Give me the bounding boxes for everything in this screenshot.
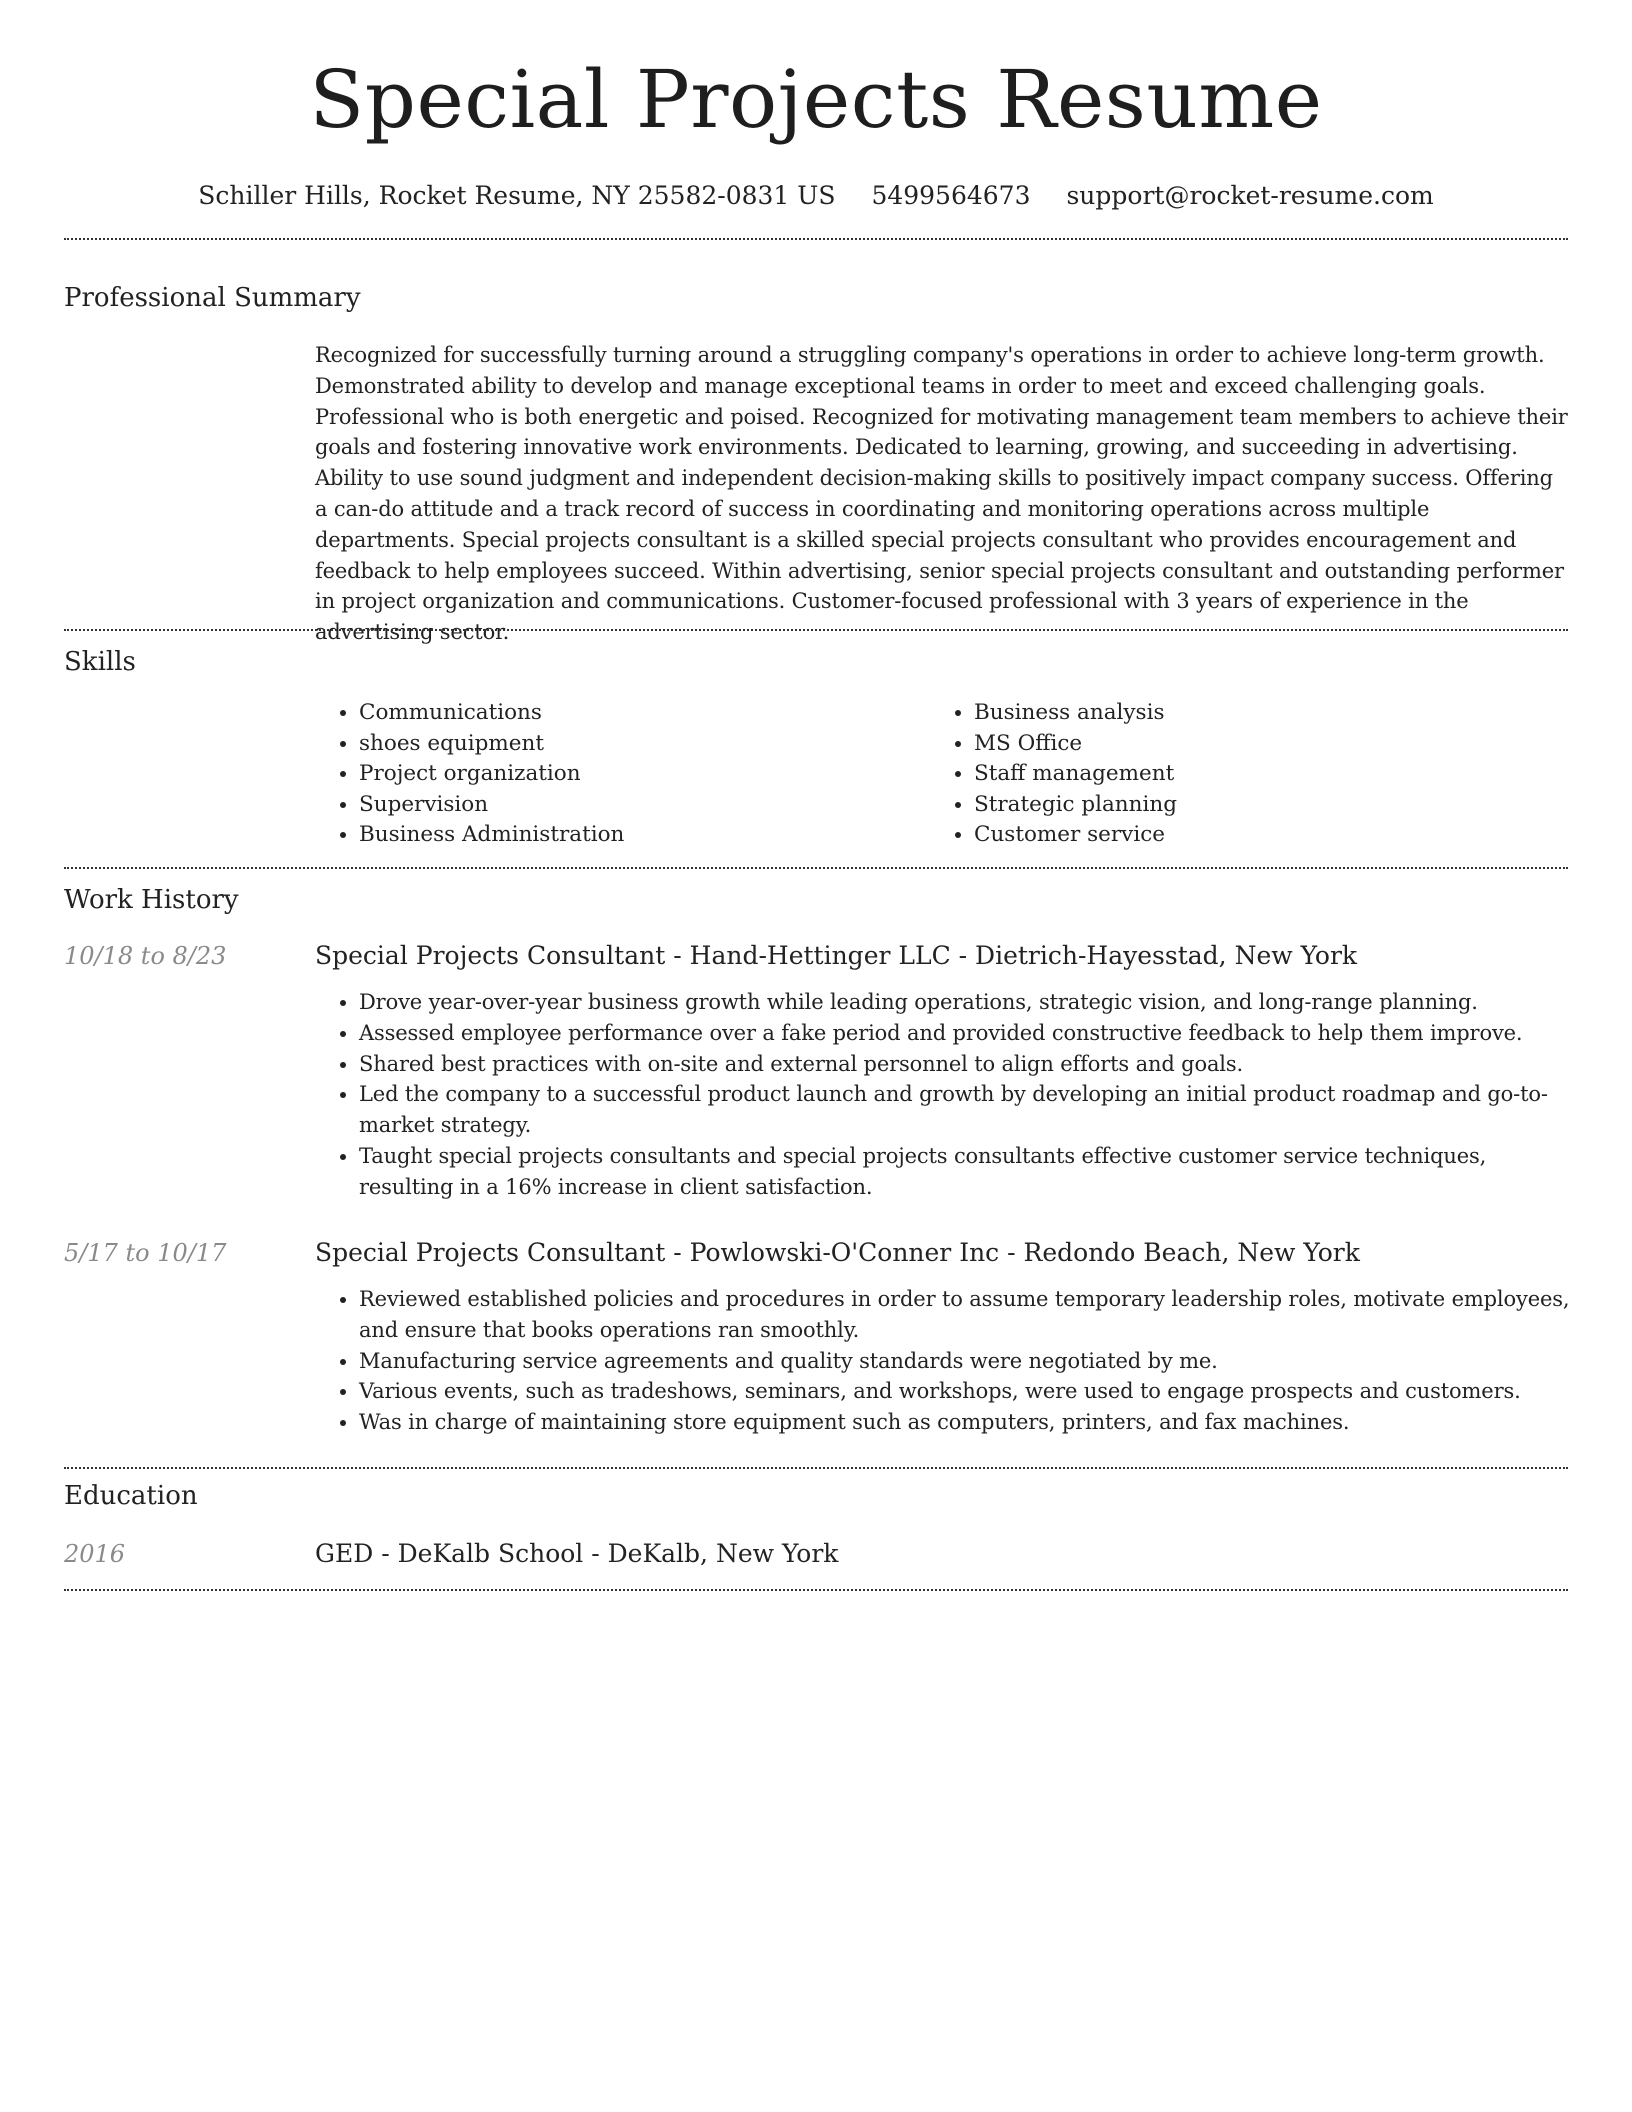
page-title: Special Projects Resume [309, 53, 1323, 146]
list-item: • Shared best practices with on-site and external personnel to align efforts and goals. [359, 1049, 1570, 1080]
job-heading: Special Projects Consultant - Powlowski-O'Conner Inc - Redondo Beach, New York [315, 1238, 1360, 1267]
skill-item: • Strategic planning [974, 790, 1545, 821]
divider [64, 629, 1568, 631]
job-dates: 5/17 to 10/17 [64, 1239, 227, 1267]
job-role: Special Projects Consultant [315, 1238, 666, 1267]
summary-block [315, 340, 1570, 648]
divider [64, 1467, 1568, 1469]
section-title-work: Work History [64, 885, 239, 915]
contact-phone: 5499564673 [871, 181, 1031, 210]
skill-item: • Project organization [359, 759, 930, 790]
job-duties [315, 987, 1570, 1203]
list-item: • Was in charge of maintaining store equipment such as computers, printers, and fax machines. [359, 1407, 1570, 1438]
divider [64, 1589, 1568, 1591]
skill-item: • Staff management [974, 759, 1545, 790]
skill-item: • Business Administration [359, 820, 930, 851]
skills-list [315, 698, 1570, 851]
list-item: • Assessed employee performance over a fake period and provided constructive feedback to help them improve. [359, 1018, 1570, 1049]
section-title-education: Education [64, 1481, 198, 1511]
summary-text: Recognized for successfully turning around a struggling company's operations in order to achieve long-term growth. Demonstrated ability to develop and manage exceptional teams in order to meet and exceed challenging goals. Professional who is both energetic and poised. Recognized for motivating management team members to achieve their goals and fostering innovative work environments. Dedicated to learning, growing, and succeeding in advertising. Ability to use sound judgment and independent decision-making skills to positively impact company success. Offering a can-do attitude and a track record of success in coordinating and monitoring operations across multiple departments. Special projects consultant is a skilled special projects consultant who provides encouragement and feedback to help employees succeed. Within advertising, senior special projects consultant and outstanding performer in project organization and communications. Customer-focused professional with 3 years of experience in the advertising sector. [315, 343, 1568, 645]
resume-header [0, 0, 1632, 212]
job-company: Powlowski-O'Conner Inc - Redondo Beach, New York [689, 1238, 1360, 1267]
section-title-summary: Professional Summary [64, 283, 361, 313]
list-item: • Drove year-over-year business growth while leading operations, strategic vision, and long-range planning. [359, 987, 1570, 1018]
contact-line [0, 180, 1632, 212]
skill-item: • Supervision [359, 790, 930, 821]
education-year: 2016 [64, 1540, 126, 1568]
job-heading: Special Projects Consultant - Hand-Hettinger LLC - Dietrich-Hayesstad, New York [315, 941, 1358, 970]
skills-column-left [315, 698, 930, 851]
skill-item: • Customer service [974, 820, 1545, 851]
skill-item: • MS Office [974, 729, 1545, 760]
skill-item: • Communications [359, 698, 930, 729]
skill-item: • Business analysis [974, 698, 1545, 729]
divider [64, 867, 1568, 869]
list-item: • Reviewed established policies and procedures in order to assume temporary leadership roles, motivate employees, and ensure that books operations ran smoothly. [359, 1284, 1570, 1346]
list-item: • Taught special projects consultants and special projects consultants effective customer service techniques, resulting in a 16% increase in client satisfaction. [359, 1141, 1570, 1203]
job-role: Special Projects Consultant [315, 941, 666, 970]
education-entry: GED - DeKalb School - DeKalb, New York [315, 1539, 839, 1568]
contact-address: Schiller Hills, Rocket Resume, NY 25582-0831 US [198, 181, 836, 210]
job-duties [315, 1284, 1570, 1438]
skills-column-right [930, 698, 1545, 851]
section-title-skills: Skills [64, 647, 136, 677]
skill-item: • shoes equipment [359, 729, 930, 760]
list-item: • Various events, such as tradeshows, seminars, and workshops, were used to engage prospects and customers. [359, 1376, 1570, 1407]
list-item: • Led the company to a successful product launch and growth by developing an initial product roadmap and go-to-market strategy. [359, 1079, 1570, 1141]
job-dates: 10/18 to 8/23 [64, 942, 227, 970]
divider [64, 238, 1568, 240]
list-item: • Manufacturing service agreements and quality standards were negotiated by me. [359, 1346, 1570, 1377]
job-company: Hand-Hettinger LLC - Dietrich-Hayesstad, New York [689, 941, 1358, 970]
contact-email: support@rocket-resume.com [1066, 181, 1434, 210]
